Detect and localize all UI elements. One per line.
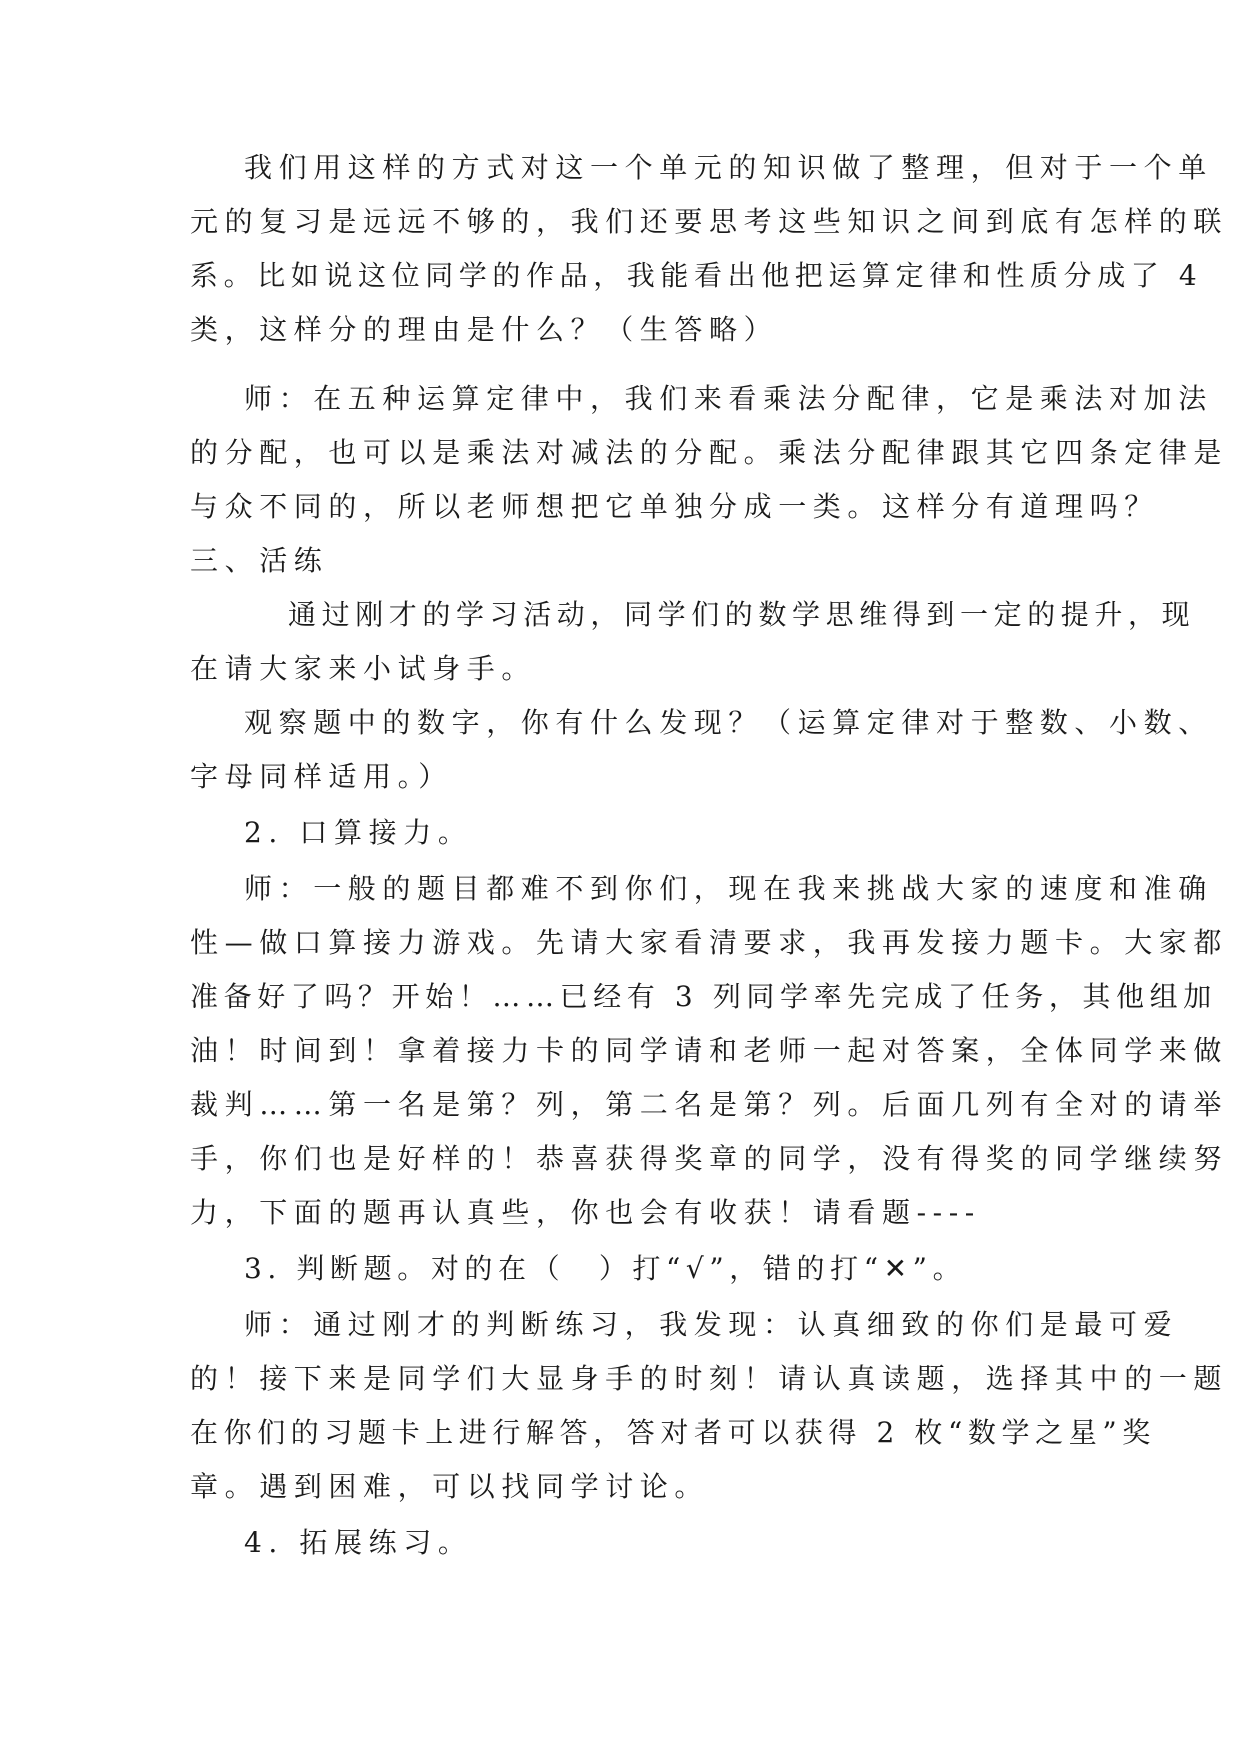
paragraph-line: 元的复习是远远不够的，我们还要思考这些知识之间到底有怎样的联 [190, 205, 1229, 238]
paragraph-line: 力，下面的题再认真些，你也会有收获！请看题---- [190, 1196, 981, 1229]
paragraph-line: 通过刚才的学习活动，同学们的数学思维得到一定的提升，现 [288, 598, 1196, 631]
paragraph-line: 裁判……第一名是第？列，第二名是第？列。后面几列有全对的请举 [190, 1088, 1229, 1121]
paragraph-line: 我们用这样的方式对这一个单元的知识做了整理，但对于一个单 [244, 151, 1213, 184]
paragraph-line: 观察题中的数字，你有什么发现？（运算定律对于整数、小数、 [244, 706, 1213, 739]
paragraph-line: 油！时间到！拿着接力卡的同学请和老师一起对答案，全体同学来做 [190, 1034, 1229, 1067]
paragraph-line: 在你们的习题卡上进行解答，答对者可以获得 2 枚“数学之星”奖 [190, 1416, 1156, 1449]
section-heading: 三、活练 [190, 544, 329, 577]
paragraph-line: 与众不同的，所以老师想把它单独分成一类。这样分有道理吗？ [190, 490, 1159, 523]
paragraph-line: 在请大家来小试身手。 [190, 652, 537, 685]
paragraph-line: 的！接下来是同学们大显身手的时刻！请认真读题，选择其中的一题 [190, 1362, 1229, 1395]
item-heading: 4. 拓展练习。 [244, 1526, 473, 1559]
item-heading: 2. 口算接力。 [244, 816, 473, 849]
paragraph-line: 准备好了吗？开始！……已经有 3 列同学率先完成了任务，其他组加 [190, 980, 1217, 1013]
paragraph-line: 师：一般的题目都难不到你们，现在我来挑战大家的速度和准确 [244, 872, 1213, 905]
paragraph-line: 师：在五种运算定律中，我们来看乘法分配律，它是乘法对加法 [244, 382, 1213, 415]
paragraph-line: 系。比如说这位同学的作品，我能看出他把运算定律和性质分成了 4 [190, 259, 1203, 292]
paragraph-line: 字母同样适用。） [190, 760, 453, 793]
paragraph-line: 性—做口算接力游戏。先请大家看清要求，我再发接力题卡。大家都 [190, 926, 1229, 959]
item-heading: 3. 判断题。对的在（ ）打“√”，错的打“✕”。 [244, 1252, 967, 1285]
paragraph-line: 章。遇到困难，可以找同学讨论。 [190, 1470, 710, 1503]
paragraph-line: 类，这样分的理由是什么？（生答略） [190, 313, 779, 346]
paragraph-line: 师：通过刚才的判断练习，我发现：认真细致的你们是最可爱 [244, 1308, 1179, 1341]
paragraph-line: 的分配，也可以是乘法对减法的分配。乘法分配律跟其它四条定律是 [190, 436, 1229, 469]
paragraph-line: 手，你们也是好样的！恭喜获得奖章的同学，没有得奖的同学继续努 [190, 1142, 1229, 1175]
